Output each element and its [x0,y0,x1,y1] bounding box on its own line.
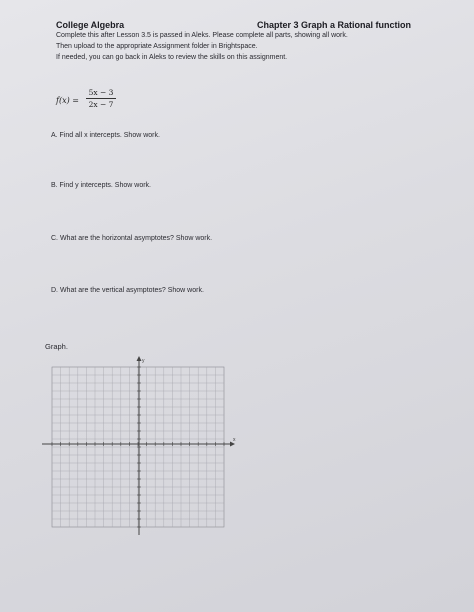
function-lhs: f(x) = [56,96,79,105]
question-b: B. Find y intercepts. Show work. [51,182,151,189]
function-denominator: 2x − 7 [88,100,114,109]
function-numerator: 5x − 3 [88,88,114,97]
coordinate-grid [40,355,240,540]
question-d: D. What are the vertical asymptotes? Show work. [51,287,204,294]
y-axis-arrow [137,356,142,361]
function-fraction [86,88,116,109]
instruction-line-1: Complete this after Lesson 3.5 is passed in Aleks. Please complete all parts, showing all work. [56,32,348,39]
x-axis-label: x [233,437,236,443]
course-title: College Algebra [56,20,125,30]
graph-label: Graph. [45,342,68,351]
y-axis-label: y [142,358,145,364]
instruction-line-2: Then upload to the appropriate Assignment folder in Brightspace. [56,43,258,50]
chapter-title: Chapter 3 Graph a Rational function [257,20,412,30]
instruction-line-3: If needed, you can go back in Aleks to review the skills on this assignment. [56,54,288,61]
fraction-bar [86,98,116,99]
question-c: C. What are the horizontal asymptotes? Show work. [51,235,213,242]
question-a: A. Find all x intercepts. Show work. [51,132,160,139]
